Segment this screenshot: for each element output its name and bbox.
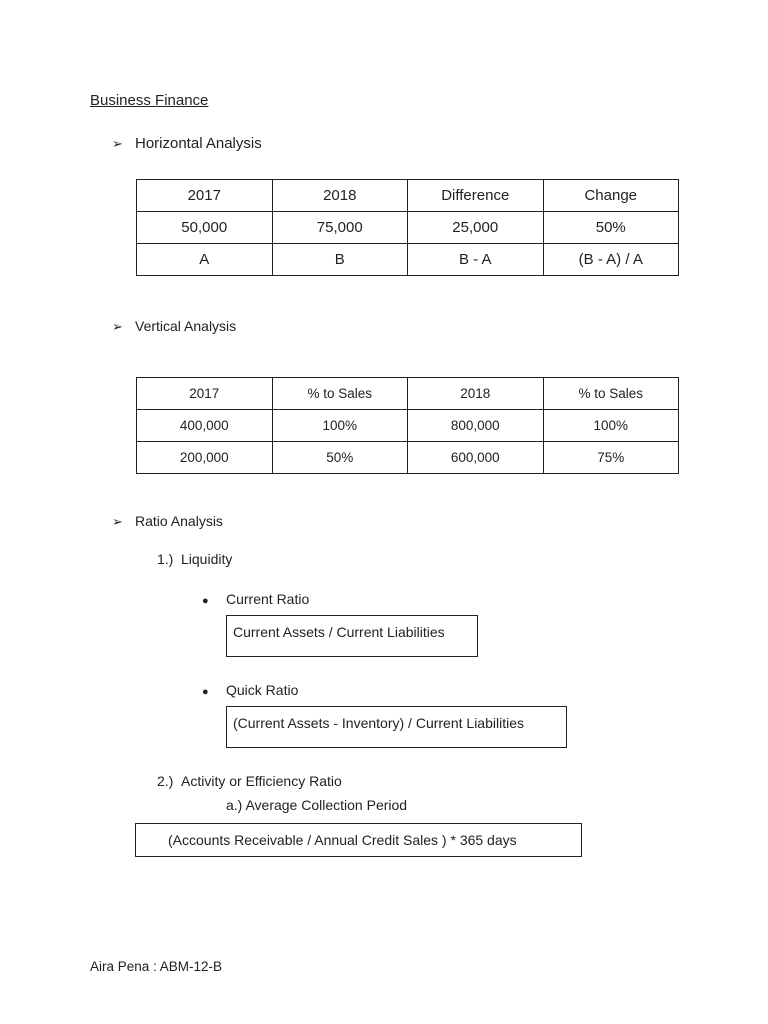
heading-label: Vertical Analysis: [135, 318, 237, 334]
bullet-dot-icon: ●: [202, 595, 209, 607]
table-header-cell: 2018: [408, 378, 544, 410]
average-collection-period-formula-box: [135, 823, 582, 857]
table-row: [137, 212, 679, 244]
formula-text: Current Assets / Current Liabilities: [233, 624, 445, 640]
vertical-analysis-heading: [112, 318, 236, 335]
table-cell: (B - A) / A: [543, 244, 679, 276]
quick-ratio-item: [202, 682, 298, 698]
table-header-cell: Change: [543, 180, 679, 212]
bullet-dot-icon: ●: [202, 686, 209, 698]
heading-label: Ratio Analysis: [135, 513, 223, 529]
table-cell: 100%: [543, 410, 679, 442]
table-cell: 75%: [543, 442, 679, 474]
heading-label: Horizontal Analysis: [135, 135, 262, 152]
activity-ratio-item: [157, 773, 342, 789]
item-number: 1.): [157, 551, 174, 567]
table-header-cell: 2017: [137, 180, 273, 212]
table-cell: 200,000: [137, 442, 273, 474]
table-cell: 800,000: [408, 410, 544, 442]
ratio-analysis-heading: [112, 513, 223, 530]
item-number: 2.): [157, 773, 174, 789]
table-cell: B: [272, 244, 408, 276]
average-collection-period-label: a.) Average Collection Period: [226, 797, 408, 813]
table-header-row: [137, 378, 679, 410]
table-row: [137, 410, 679, 442]
table-cell: 600,000: [408, 442, 544, 474]
table-cell: 75,000: [272, 212, 408, 244]
table-cell: 100%: [272, 410, 408, 442]
arrow-bullet-icon: ➢: [112, 136, 123, 151]
item-label: Activity or Efficiency Ratio: [181, 773, 342, 789]
current-ratio-formula-box: [226, 615, 478, 657]
table-cell: 25,000: [408, 212, 544, 244]
table-header-cell: 2017: [137, 378, 273, 410]
table-cell: 400,000: [137, 410, 273, 442]
document-title: Business Finance: [90, 92, 209, 109]
table-header-cell: % to Sales: [272, 378, 408, 410]
item-label: Current Ratio: [226, 591, 310, 607]
table-cell: A: [137, 244, 273, 276]
formula-text: (Current Assets - Inventory) / Current Liabilities: [233, 715, 524, 731]
liquidity-item: [157, 551, 232, 567]
item-label: Liquidity: [181, 551, 233, 567]
table-cell: B - A: [408, 244, 544, 276]
table-cell: 50%: [543, 212, 679, 244]
table-row: [137, 442, 679, 474]
vertical-analysis-table: [136, 377, 679, 474]
formula-text: (Accounts Receivable / Annual Credit Sales ) * 365 days: [168, 832, 517, 848]
arrow-bullet-icon: ➢: [112, 319, 123, 334]
table-header-cell: 2018: [272, 180, 408, 212]
table-row: [137, 244, 679, 276]
quick-ratio-formula-box: [226, 706, 567, 748]
table-header-cell: Difference: [408, 180, 544, 212]
horizontal-analysis-table: [136, 179, 679, 276]
current-ratio-item: [202, 591, 309, 607]
item-label: Quick Ratio: [226, 682, 299, 698]
arrow-bullet-icon: ➢: [112, 514, 123, 529]
horizontal-analysis-heading: [112, 135, 262, 152]
table-cell: 50,000: [137, 212, 273, 244]
table-header-row: [137, 180, 679, 212]
table-cell: 50%: [272, 442, 408, 474]
table-header-cell: % to Sales: [543, 378, 679, 410]
footer-author: Aira Pena : ABM-12-B: [90, 959, 223, 974]
